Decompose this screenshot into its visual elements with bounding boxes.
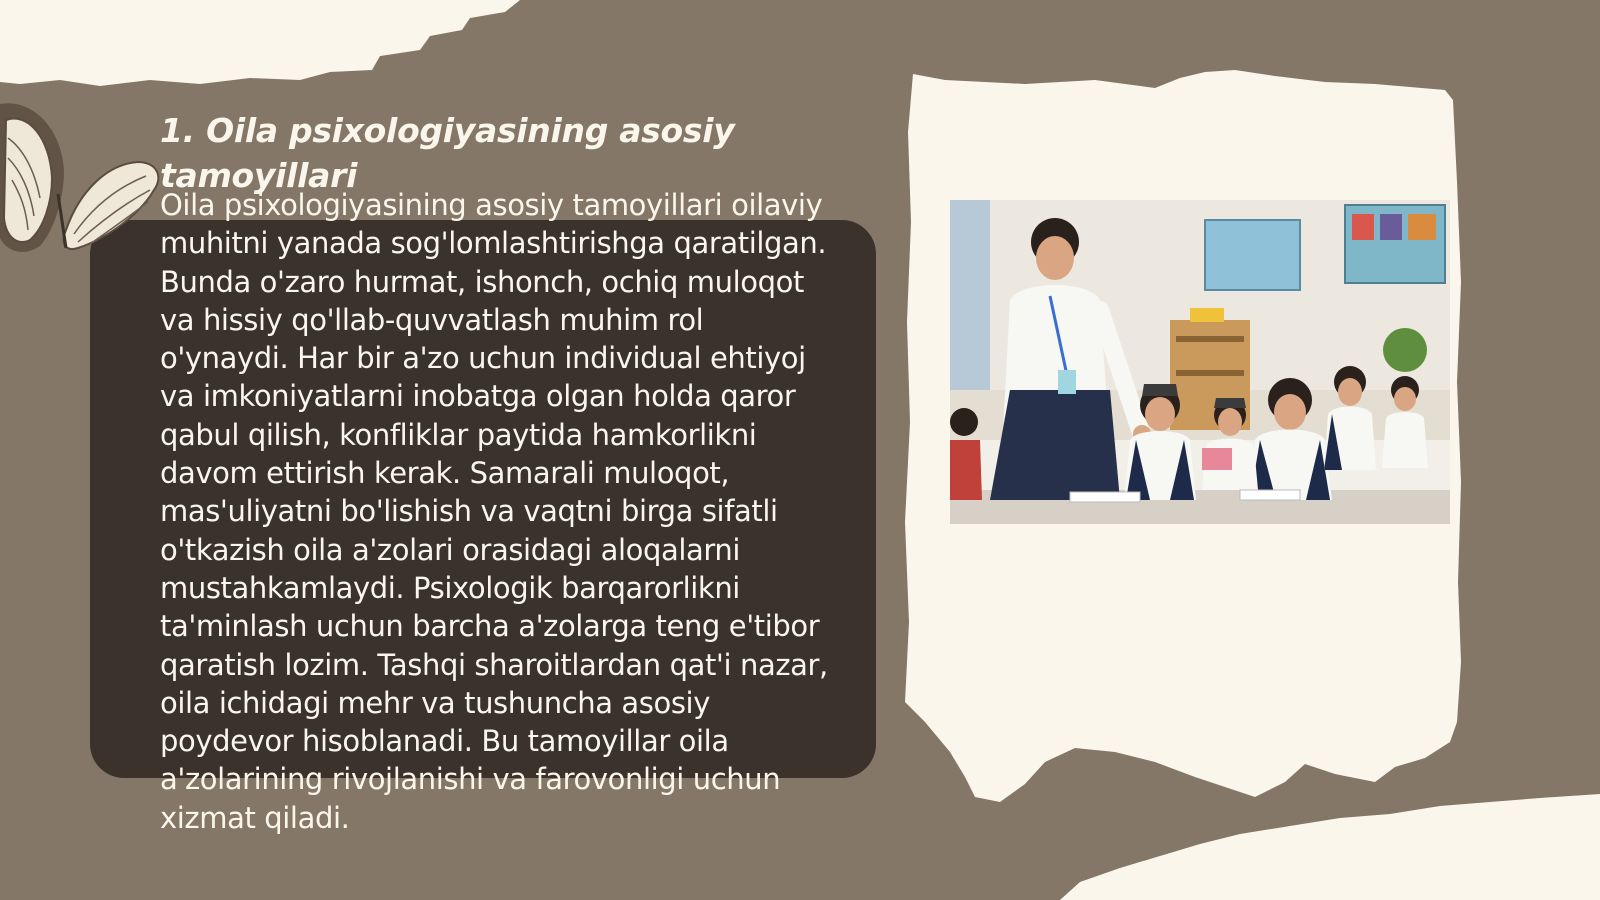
slide-body-text: Oila psixologiyasining asosiy tamoyillari oilaviy muhitni yanada sog'lomlashtirishga qaratilgan. Bunda o'zaro hurmat, ishonch, ochiq muloqot va hissiy qo'llab-quvvatlash muhim rol o'ynaydi. Har bir a'zo uchun individual ehtiyoj va imkoniyatlarni inobatga olgan holda qaror qabul qilish, konfliklar paytida hamkorlikni davom ettirish kerak. Samarali muloqot, mas'uliyatni bo'lishish va vaqtni birga sifatli o'tkazish oila a'zolari orasidagi aloqalarni mustahkamlaydi. Psixologik barqarorlikni ta'minlash uchun barcha a'zolarga teng e'tibor qaratish lozim. Tashqi sharoitlardan qat'i nazar, oila ichidagi mehr va tushuncha asosiy poydevor hisoblanadi. Bu tamoyillar oila a'zolarining rivojlanishi va farovonligi uchun xizmat qiladi. — [160, 188, 828, 835]
butterfly-icon — [0, 98, 168, 278]
torn-paper-top-left — [0, 0, 560, 100]
classroom-photo — [950, 200, 1450, 524]
torn-paper-bottom-right — [1060, 790, 1600, 900]
slide-title: 1. Oila psixologiyasining asosiy tamoyillari — [160, 111, 735, 195]
